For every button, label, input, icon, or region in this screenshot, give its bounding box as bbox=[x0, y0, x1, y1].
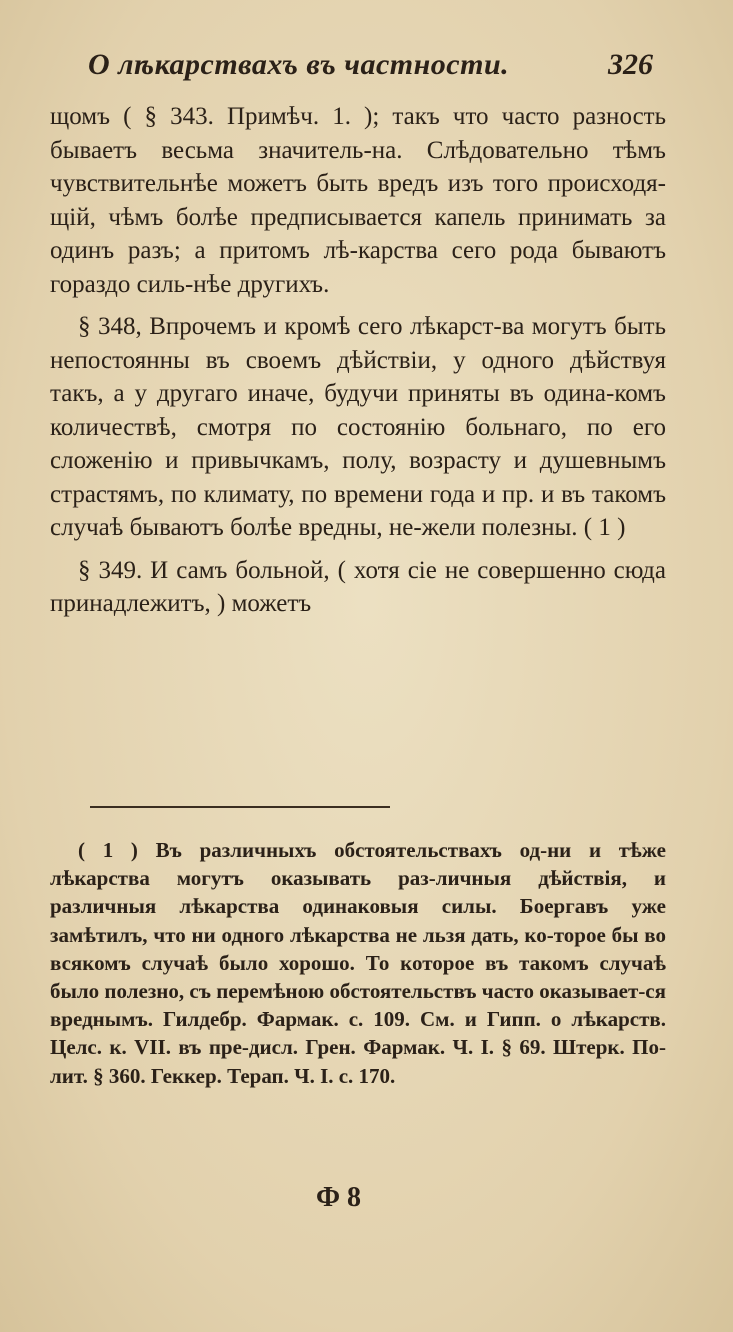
running-title: О лѣкарствахъ въ частности. bbox=[88, 48, 510, 81]
page-number: 326 bbox=[608, 48, 653, 81]
main-text bbox=[50, 100, 666, 621]
page-header bbox=[88, 48, 653, 92]
paragraph-348: § 348, Впрочемъ и кромѣ сего лѣкарст-ва могутъ быть непостоянны въ своемъ дѣйствіи, у одного дѣйствуя такъ, а у другаго иначе, будучи приняты въ одина-комъ количествѣ, смотря по состоянію больнаго, по его сложенію и привычкамъ, полу, возрасту и душевнымъ страстямъ, по климату, по времени года и пр. и въ такомъ случаѣ бываютъ болѣе вредны, не-жели полезны. ( 1 ) bbox=[50, 313, 666, 541]
signature-mark: Ф 8 bbox=[316, 1182, 362, 1213]
footnote-divider bbox=[90, 806, 390, 808]
paragraph-continued: щомъ ( § 343. Примѣч. 1. ); такъ что часто разность бываетъ весьма значитель-на. Слѣдовательно тѣмъ чувствительнѣе можетъ быть вредъ изъ того происходя-щій, чѣмъ болѣе предписывается капель принимать за одинъ разъ; а притомъ лѣ-карства сего рода бываютъ гораздо силь-нѣе другихъ. bbox=[50, 103, 666, 298]
footnote-text: ( 1 ) Въ различныхъ обстоятельствахъ од-ни и тѣже лѣкарства могутъ оказывать раз-личныя дѣйствія, и различныя лѣкарства одинаковыя силы. Боергавъ уже замѣтилъ, что ни одного лѣкарства не льзя дать, ко-торое бы во всякомъ случаѣ было хорошо. То которое въ такомъ случаѣ было полезно, съ перемѣною обстоятельствъ часто оказывает-ся вреднымъ. Гилдебр. Фармак. с. 109. См. и Гипп. о лѣкарств. Целс. к. VII. въ пре-дисл. Грен. Фармак. Ч. I. § 69. Штерк. По-лит. § 360. Геккер. Терап. Ч. I. с. 170. bbox=[50, 838, 666, 1088]
paragraph-349: § 349. И самъ больной, ( хотя сіе не совершенно сюда принадлежитъ, ) можетъ bbox=[50, 556, 666, 617]
footnote bbox=[50, 836, 666, 1090]
